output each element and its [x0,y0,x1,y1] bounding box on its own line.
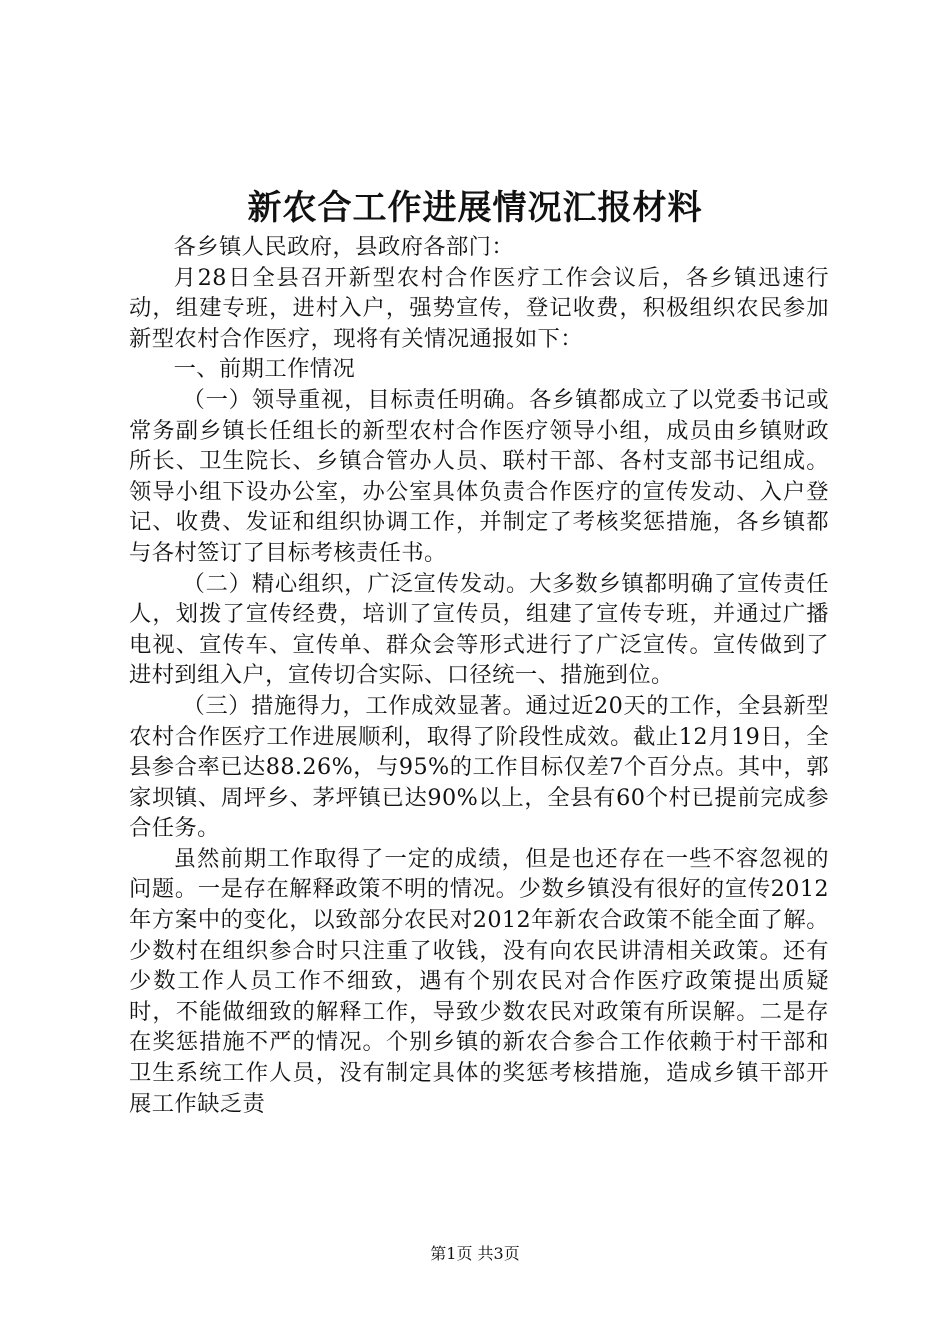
section-heading: 一、前期工作情况 [173,356,356,383]
paragraph-intro: 月28日全县召开新型农村合作医疗工作会议后，各乡镇迅速行动，组建专班，进村入户，强势宣传，登记收费，积极组织农民参加新型农村合作医疗，现将有关情况通报如下： [129,264,829,352]
salutation: 各乡镇人民政府，县政府各部门： [173,234,515,260]
document-body [129,232,829,1119]
paragraph-item-3: （三）措施得力，工作成效显著。通过近20天的工作，全县新型农村合作医疗工作进展顺利，取得了阶段性成效。截止12月19日，全县参合率已达88.26%，与95%的工作目标仅差7个百分点。其中，郭家坝镇、周坪乡、茅坪镇已达90%以上，全县有60个村已提前完成参合任务。 [129,692,829,842]
document-title: 新农合工作进展情况汇报材料 [247,188,703,228]
page-number: 第1页 共3页 [430,1244,520,1263]
paragraph-item-1: （一）领导重视，目标责任明确。各乡镇都成立了以党委书记或常务副乡镇长任组长的新型农村合作医疗领导小组，成员由乡镇财政所长、卫生院长、乡镇合管办人员、联村干部、各村支部书记组成。领导小组下设办公室，办公室具体负责合作医疗的宣传发动、入户登记、收费、发证和组织协调工作，并制定了考核奖惩措施，各乡镇都与各村签订了目标考核责任书。 [129,386,829,566]
paragraph-problems: 虽然前期工作取得了一定的成绩，但是也还存在一些不容忽视的问题。一是存在解释政策不明的情况。少数乡镇没有很好的宣传2012年方案中的变化，以致部分农民对2012年新农合政策不能全面了解。少数村在组织参合时只注重了收钱，没有向农民讲清相关政策。还有少数工作人员工作不细致，遇有个别农民对合作医疗政策提出质疑时，不能做细致的解释工作，导致少数农民对政策有所误解。二是存在奖惩措施不严的情况。个别乡镇的新农合参合工作依赖于村干部和卫生系统工作人员，没有制定具体的奖惩考核措施，造成乡镇干部开展工作缺乏责 [129,845,829,1117]
paragraph-item-2: （二）精心组织，广泛宣传发动。大多数乡镇都明确了宣传责任人，划拨了宣传经费，培训了宣传员，组建了宣传专班，并通过广播电视、宣传车、宣传单、群众会等形式进行了广泛宣传。宣传做到了进村到组入户，宣传切合实际、口径统一、措施到位。 [129,570,829,689]
